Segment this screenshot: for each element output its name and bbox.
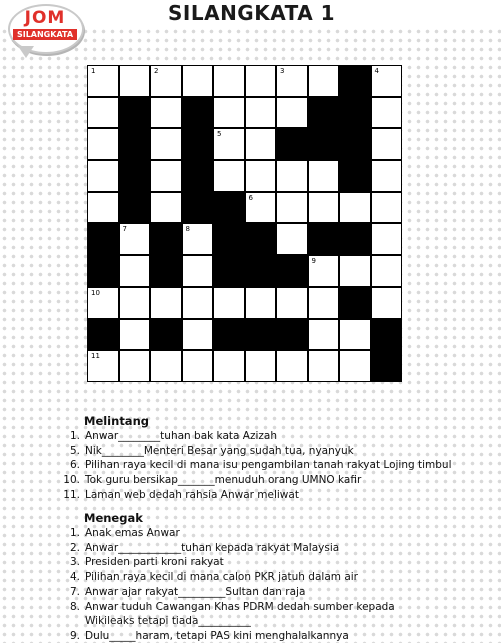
grid-cell[interactable] [213, 65, 245, 97]
across-clue [56, 473, 496, 487]
clue-text: Pilihan raya kecil di mana calon PKR jatuh dalam air [85, 571, 358, 584]
grid-block [213, 192, 245, 224]
grid-block [245, 319, 277, 351]
grid-cell[interactable] [150, 97, 182, 129]
grid-cell[interactable] [119, 350, 151, 382]
grid-cell[interactable] [213, 97, 245, 129]
clue-number: 7 [122, 225, 127, 234]
logo [4, 2, 86, 60]
grid-cell[interactable] [87, 160, 119, 192]
clue-text: Laman web dedah rahsia Anwar meliwat [85, 488, 299, 501]
across-title: Melintang [84, 414, 149, 428]
clue-index: 1. [69, 527, 80, 539]
across-clue [56, 429, 496, 443]
grid-block [150, 223, 182, 255]
grid-cell[interactable] [308, 350, 340, 382]
clue-text: Presiden parti kroni rakyat [85, 556, 224, 569]
grid-cell[interactable] [276, 97, 308, 129]
grid-cell[interactable] [339, 255, 371, 287]
down-clue [56, 585, 496, 599]
grid-cell[interactable] [87, 65, 119, 97]
grid-cell[interactable] [339, 350, 371, 382]
logo-text-bottom: SILANGKATA [13, 29, 77, 40]
grid-block [119, 160, 151, 192]
grid-cell[interactable] [213, 287, 245, 319]
grid-block [213, 255, 245, 287]
grid-cell[interactable] [308, 255, 340, 287]
grid-cell[interactable] [308, 319, 340, 351]
grid-cell[interactable] [213, 160, 245, 192]
down-clue [56, 541, 496, 555]
grid-block [339, 287, 371, 319]
grid-cell[interactable] [213, 128, 245, 160]
grid-cell[interactable] [119, 65, 151, 97]
grid-block [371, 319, 403, 351]
clue-number: 1 [91, 67, 96, 75]
grid-cell[interactable] [308, 65, 340, 97]
clue-index: 9. [69, 629, 80, 642]
grid-cell[interactable] [371, 65, 403, 97]
grid-block [308, 223, 340, 255]
clue-number: 2 [154, 67, 159, 75]
grid-block [150, 255, 182, 287]
across-clue [56, 444, 496, 458]
clue-index: 11. [63, 488, 80, 501]
across-clue [56, 458, 496, 472]
grid-block [182, 128, 214, 160]
down-clue [56, 600, 496, 614]
grid-cell[interactable] [276, 287, 308, 319]
grid-cell[interactable] [371, 287, 403, 319]
clue-number: 3 [280, 67, 285, 75]
clue-index: 6. [69, 459, 80, 472]
grid-cell[interactable] [119, 287, 151, 319]
grid-cell[interactable] [276, 65, 308, 97]
grid-cell[interactable] [182, 255, 214, 287]
grid-cell[interactable] [182, 65, 214, 97]
clue-number: 10 [91, 288, 100, 297]
grid-block [276, 128, 308, 160]
grid-cell[interactable] [276, 223, 308, 255]
clue-index: 8. [69, 600, 80, 613]
clue-index: 4. [69, 571, 80, 584]
clue-text: Anwar ajar rakyat_________Sultan dan raja [85, 585, 306, 598]
grid-block [119, 192, 151, 224]
grid-cell[interactable] [276, 350, 308, 382]
grid-cell[interactable] [245, 65, 277, 97]
clue-text: Anwar tuduh Cawangan Khas PDRM dedah sumber kepada [85, 600, 395, 613]
clue-index: 5. [69, 444, 80, 457]
logo-text-top: JOM [24, 8, 66, 28]
clue-text: Anwar________tuhan bak kata Azizah [85, 430, 277, 442]
clue-text: Pilihan raya kecil di mana isu pengambilan tanah rakyat Lojing timbul [85, 459, 452, 472]
grid-block [213, 223, 245, 255]
grid-block [245, 223, 277, 255]
grid-cell[interactable] [245, 97, 277, 129]
clue-index: 10. [63, 474, 80, 487]
grid-cell[interactable] [182, 319, 214, 351]
grid-cell[interactable] [87, 192, 119, 224]
grid-block [119, 128, 151, 160]
grid-cell[interactable] [87, 128, 119, 160]
grid-cell[interactable] [308, 287, 340, 319]
grid-block [182, 160, 214, 192]
crossword-grid [87, 65, 402, 382]
down-clue [56, 526, 496, 540]
grid-cell[interactable] [276, 192, 308, 224]
grid-cell[interactable] [339, 192, 371, 224]
grid-block [371, 350, 403, 382]
grid-block [339, 223, 371, 255]
grid-block [245, 255, 277, 287]
grid-cell[interactable] [150, 160, 182, 192]
grid-block [339, 160, 371, 192]
grid-block [339, 65, 371, 97]
clue-text: Anak emas Anwar [85, 527, 180, 539]
grid-cell[interactable] [371, 192, 403, 224]
grid-cell[interactable] [245, 287, 277, 319]
grid-cell[interactable] [119, 223, 151, 255]
grid-cell[interactable] [150, 128, 182, 160]
grid-cell[interactable] [245, 192, 277, 224]
grid-cell[interactable] [87, 350, 119, 382]
clue-number: 6 [248, 193, 253, 202]
grid-cell[interactable] [371, 255, 403, 287]
down-clue [56, 555, 496, 569]
down-clue [56, 570, 496, 584]
grid-block [119, 97, 151, 129]
grid-cell[interactable] [150, 287, 182, 319]
grid-block [276, 319, 308, 351]
crossword-board [87, 65, 402, 382]
grid-cell[interactable] [308, 192, 340, 224]
grid-block [308, 97, 340, 129]
grid-cell[interactable] [213, 350, 245, 382]
clue-index: 3. [69, 556, 80, 569]
clue-number: 11 [91, 352, 100, 361]
grid-cell[interactable] [87, 97, 119, 129]
grid-block [213, 319, 245, 351]
clue-number: 4 [374, 67, 379, 75]
grid-block [182, 97, 214, 129]
grid-block [339, 97, 371, 129]
clue-text: Anwar____________tuhan kepada rakyat Malaysia [85, 541, 340, 554]
grid-cell[interactable] [371, 97, 403, 129]
grid-cell[interactable] [339, 319, 371, 351]
grid-block [182, 192, 214, 224]
across-clue [56, 488, 496, 502]
page-title: SILANGKATA 1 [168, 1, 336, 25]
grid-block [87, 255, 119, 287]
grid-cell[interactable] [276, 160, 308, 192]
grid-block [150, 319, 182, 351]
grid-cell[interactable] [182, 287, 214, 319]
grid-cell[interactable] [371, 223, 403, 255]
grid-cell[interactable] [308, 160, 340, 192]
down-clue [85, 614, 501, 628]
clue-index: 1. [69, 430, 80, 442]
grid-block [339, 128, 371, 160]
grid-cell[interactable] [87, 287, 119, 319]
grid-block [87, 223, 119, 255]
grid-cell[interactable] [182, 223, 214, 255]
down-clue [56, 629, 496, 643]
down-title: Menegak [84, 511, 143, 525]
clue-text: Dulu_____haram, tetapi PAS kini menghalalkannya [85, 629, 349, 642]
clue-number: 5 [217, 130, 222, 139]
grid-block [308, 128, 340, 160]
clue-text: Tok guru bersikap_______menuduh orang UMNO kafir [85, 474, 362, 487]
grid-cell[interactable] [150, 192, 182, 224]
clue-number: 9 [311, 257, 316, 266]
grid-cell[interactable] [245, 350, 277, 382]
grid-cell[interactable] [119, 255, 151, 287]
grid-cell[interactable] [182, 350, 214, 382]
clue-index: 2. [69, 541, 80, 554]
grid-cell[interactable] [371, 160, 403, 192]
grid-cell[interactable] [119, 319, 151, 351]
speech-bubble-tail-icon [18, 46, 34, 58]
clue-text: Wikileaks tetapi tiada__________ [85, 615, 251, 628]
clue-number: 8 [185, 225, 190, 234]
grid-cell[interactable] [150, 350, 182, 382]
grid-cell[interactable] [245, 160, 277, 192]
grid-cell[interactable] [371, 128, 403, 160]
grid-block [276, 255, 308, 287]
clue-text: Nik________Menteri Besar yang sudah tua, nyanyuk [85, 444, 354, 457]
grid-cell[interactable] [150, 65, 182, 97]
clue-index: 7. [69, 585, 80, 598]
grid-block [87, 319, 119, 351]
grid-cell[interactable] [245, 128, 277, 160]
